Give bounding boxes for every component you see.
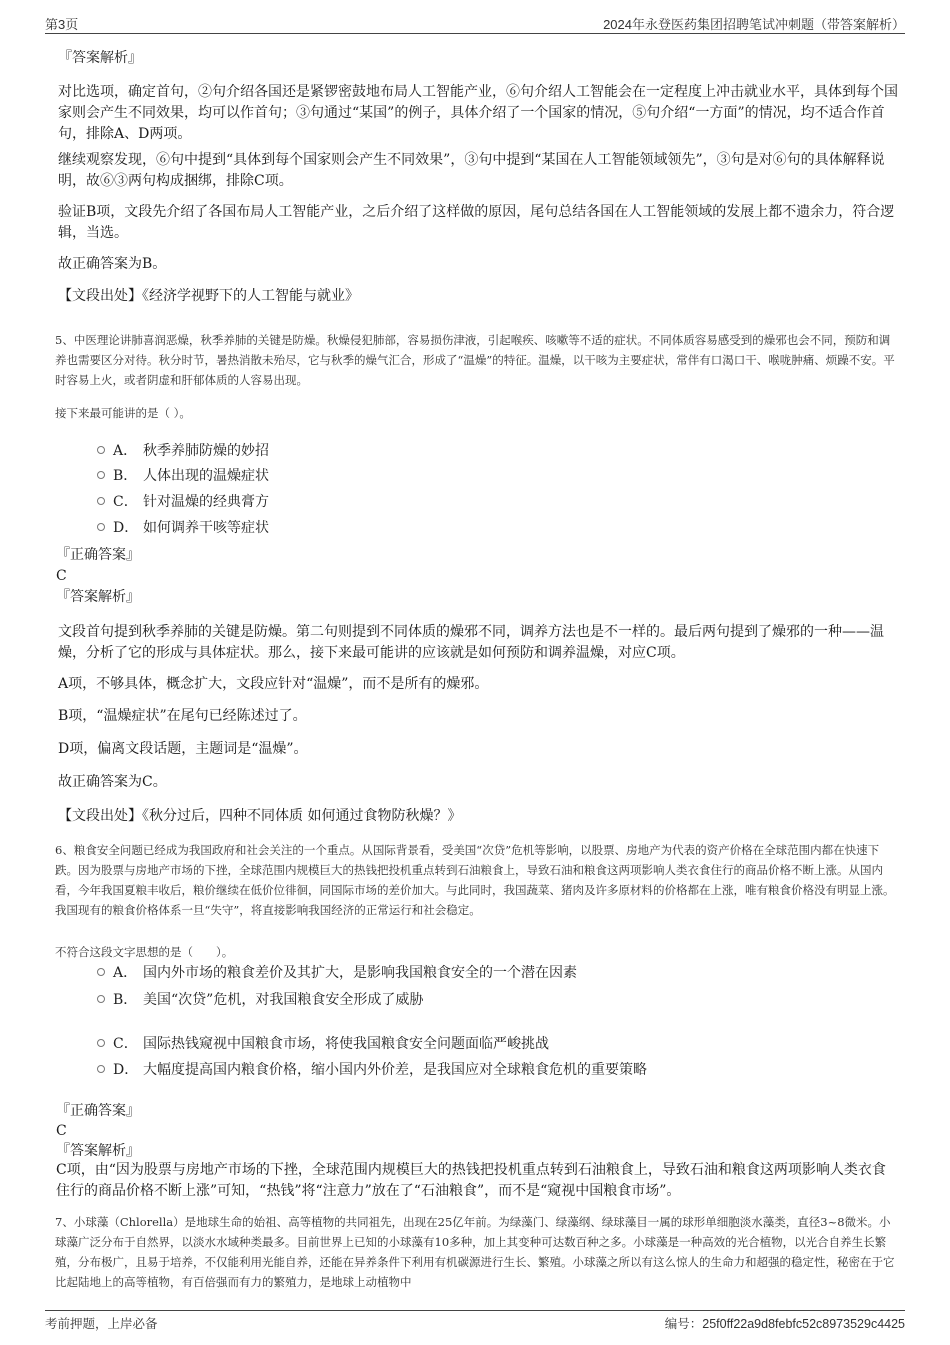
q6-option-a[interactable] bbox=[97, 963, 577, 983]
radio-button-icon[interactable] bbox=[97, 471, 105, 479]
radio-button-icon[interactable] bbox=[97, 523, 105, 531]
q5-stem: 5、中医理论讲肺喜润恶燥，秋季养肺的关键是防燥。秋燥侵犯肺部，容易损伤津液，引起喉疾、咳嗽等不适的症状。不同体质容易感受到的燥邪也会不同，预防和调养也需要区分对待。秋分时节，暑热消散未殆尽，它与秋季的燥气汇合，形成了“温燥”的特征。温燥，以干咳为主要症状，常伴有口渴口干、喉咙肿痛、烦躁不安。平时容易上火，或者阴虚和肝郁体质的人容易出现。 bbox=[55, 333, 895, 387]
q6-option-d[interactable] bbox=[97, 1060, 647, 1080]
q5-option-a[interactable] bbox=[97, 441, 269, 461]
q4-analysis-paragraph: 验证B项，文段先介绍了各国布局人工智能产业，之后介绍了这样做的原因，尾句总结各国在人工智能领域的发展上都不遗余力，符合逻辑，当选。 bbox=[58, 204, 895, 241]
radio-button-icon[interactable] bbox=[97, 995, 105, 1003]
q5-option-b[interactable] bbox=[97, 466, 269, 486]
option-text: 如何调养干咳等症状 bbox=[143, 520, 269, 536]
footer-code-value: 25f0ff22a9d8febfc52c8973529c4425 bbox=[702, 1317, 905, 1331]
q4-source: 【文段出处】《经济学视野下的人工智能与就业》 bbox=[58, 288, 359, 304]
option-letter: D． bbox=[113, 520, 139, 536]
q6-stem: 6、粮食安全问题已经成为我国政府和社会关注的一个重点。从国际背景看，受美国“次贷”危机等影响，以股票、房地产为代表的资产价格在全球范围内都在快速下跌。因为股票与房地产市场的下挫，全球范围内规模巨大的热钱把投机重点转到石油粮食上，导致石油和粮食这两项影响人类衣食住行的商品价格不断上涨。从国内看，今年我国夏粮丰收后，粮价继续在低价位徘徊，同国际市场的差价加大。与此同时，我国蔬菜、猪肉及许多原材料的价格都在上涨，唯有粮食价格没有明显上涨。我国现有的粮食价格体系一旦“失守”，将直接影响我国经济的正常运行和社会稳定。 bbox=[55, 843, 895, 917]
option-text: 国内外市场的粮食差价及其扩大，是影响我国粮食安全的一个潜在因素 bbox=[143, 965, 577, 981]
option-letter: B． bbox=[113, 468, 138, 484]
option-text: 国际热钱窥视中国粮食市场，将使我国粮食安全问题面临严峻挑战 bbox=[143, 1036, 549, 1052]
q4-analysis-paragraph: 对比选项，确定首句，②句介绍各国还是紧锣密鼓地布局人工智能产业，⑥句介绍人工智能会在一定程度上冲击就业水平，具体到每个国家则会产生不同效果，均可以作首句；③句通过“某国”的例子，具体介绍了一个国家的情况，⑤句介绍“一方面”的情况，均不适合作首句，排除A、D两项。 bbox=[58, 84, 898, 142]
footer-slogan: 考前押题，上岸必备 bbox=[45, 1317, 158, 1331]
q6-analysis-label: 『答案解析』 bbox=[56, 1143, 140, 1159]
page-number: 第3页 bbox=[45, 17, 79, 32]
option-text: 人体出现的温燥症状 bbox=[143, 468, 269, 484]
radio-button-icon[interactable] bbox=[97, 1039, 105, 1047]
option-letter: B． bbox=[113, 992, 138, 1008]
option-letter: A． bbox=[113, 443, 138, 459]
q4-conclusion: 故正确答案为B。 bbox=[58, 256, 167, 272]
q5-option-d[interactable] bbox=[97, 518, 269, 538]
q6-answer: C bbox=[56, 1123, 67, 1139]
document-title: 2024年永登医药集团招聘笔试冲刺题（带答案解析） bbox=[603, 17, 905, 32]
q6-option-c[interactable] bbox=[97, 1034, 549, 1054]
radio-button-icon[interactable] bbox=[97, 968, 105, 976]
option-text: 大幅度提高国内粮食价格，缩小国内外价差，是我国应对全球粮食危机的重要策略 bbox=[143, 1062, 647, 1078]
q5-answer-label: 『正确答案』 bbox=[56, 547, 140, 563]
footer-divider bbox=[45, 1310, 905, 1311]
q6-answer-label: 『正确答案』 bbox=[56, 1103, 140, 1119]
q5-analysis-label: 『答案解析』 bbox=[56, 589, 140, 605]
q4-analysis-label: 『答案解析』 bbox=[58, 50, 142, 66]
option-text: 秋季养肺防燥的妙招 bbox=[143, 443, 269, 459]
q5-analysis-paragraph: B项，“温燥症状”在尾句已经陈述过了。 bbox=[58, 708, 307, 724]
radio-button-icon[interactable] bbox=[97, 497, 105, 505]
footer-code bbox=[665, 1314, 905, 1332]
option-letter: C． bbox=[113, 1036, 138, 1052]
radio-button-icon[interactable] bbox=[97, 446, 105, 454]
header-divider bbox=[45, 33, 905, 34]
q5-analysis-paragraph: D项，偏离文段话题，主题词是“温燥”。 bbox=[58, 741, 308, 757]
q5-analysis-paragraph: 文段首句提到秋季养肺的关键是防燥。第二句则提到不同体质的燥邪不同，调养方法也是不一样的。最后两句提到了燥邪的一种——温燥，分析了它的形成与具体症状。那么，接下来最可能讲的应该就是如何预防和调养温燥，对应C项。 bbox=[58, 624, 884, 661]
option-letter: C． bbox=[113, 494, 138, 510]
radio-button-icon[interactable] bbox=[97, 1065, 105, 1073]
q5-conclusion: 故正确答案为C。 bbox=[58, 774, 167, 790]
q5-option-c[interactable] bbox=[97, 492, 269, 512]
option-text: 针对温燥的经典膏方 bbox=[143, 494, 269, 510]
q4-analysis-paragraph: 继续观察发现，⑥句中提到“具体到每个国家则会产生不同效果”，③句中提到“某国在人工智能领域领先”，③句是对⑥句的具体解释说明，故⑥③两句构成捆绑，排除C项。 bbox=[58, 152, 885, 189]
option-text: 美国“次贷”危机，对我国粮食安全形成了威胁 bbox=[143, 992, 424, 1008]
footer-code-label: 编号： bbox=[664, 1317, 703, 1331]
q6-analysis: C项，由“因为股票与房地产市场的下挫，全球范围内规模巨大的热钱把投机重点转到石油粮食上，导致石油和粮食这两项影响人类衣食住行的商品价格不断上涨”可知，“热钱”将“注意力”放在了“石油粮食”，而不是“窥视中国粮食市场”。 bbox=[56, 1162, 886, 1199]
q5-answer: C bbox=[56, 568, 67, 584]
q5-source: 【文段出处】《秋分过后，四种不同体质 如何通过食物防秋燥？》 bbox=[58, 808, 462, 824]
q7-stem: 7、小球藻（Chlorella）是地球生命的始祖、高等植物的共同祖先，出现在25亿年前。为绿藻门、绿藻纲、绿球藻目一属的球形单细胞淡水藻类，直径3~8微米。小球藻广泛分布于自然界，以淡水水域种类最多。目前世界上已知的小球藻有10多种，加上其变种可达数百种之多。小球藻是一种高效的光合植物，以光合自养生长繁殖，分布极广，且易于培养，不仅能利用光能自养，还能在异养条件下利用有机碳源进行生长、繁殖。小球藻之所以有这么惊人的生命力和超强的稳定性，秘密在于它比起陆地上的高等植物，有百倍强而有力的繁殖力，是地球上动植物中 bbox=[55, 1215, 895, 1289]
q6-option-b[interactable] bbox=[97, 990, 423, 1010]
q6-question: 不符合这段文字思想的是（ ）。 bbox=[55, 945, 234, 959]
q5-analysis-paragraph: A项，不够具体，概念扩大，文段应针对“温燥”，而不是所有的燥邪。 bbox=[58, 676, 489, 692]
option-letter: A． bbox=[113, 965, 138, 981]
option-letter: D． bbox=[113, 1062, 139, 1078]
q5-question: 接下来最可能讲的是（ ）。 bbox=[55, 406, 191, 420]
